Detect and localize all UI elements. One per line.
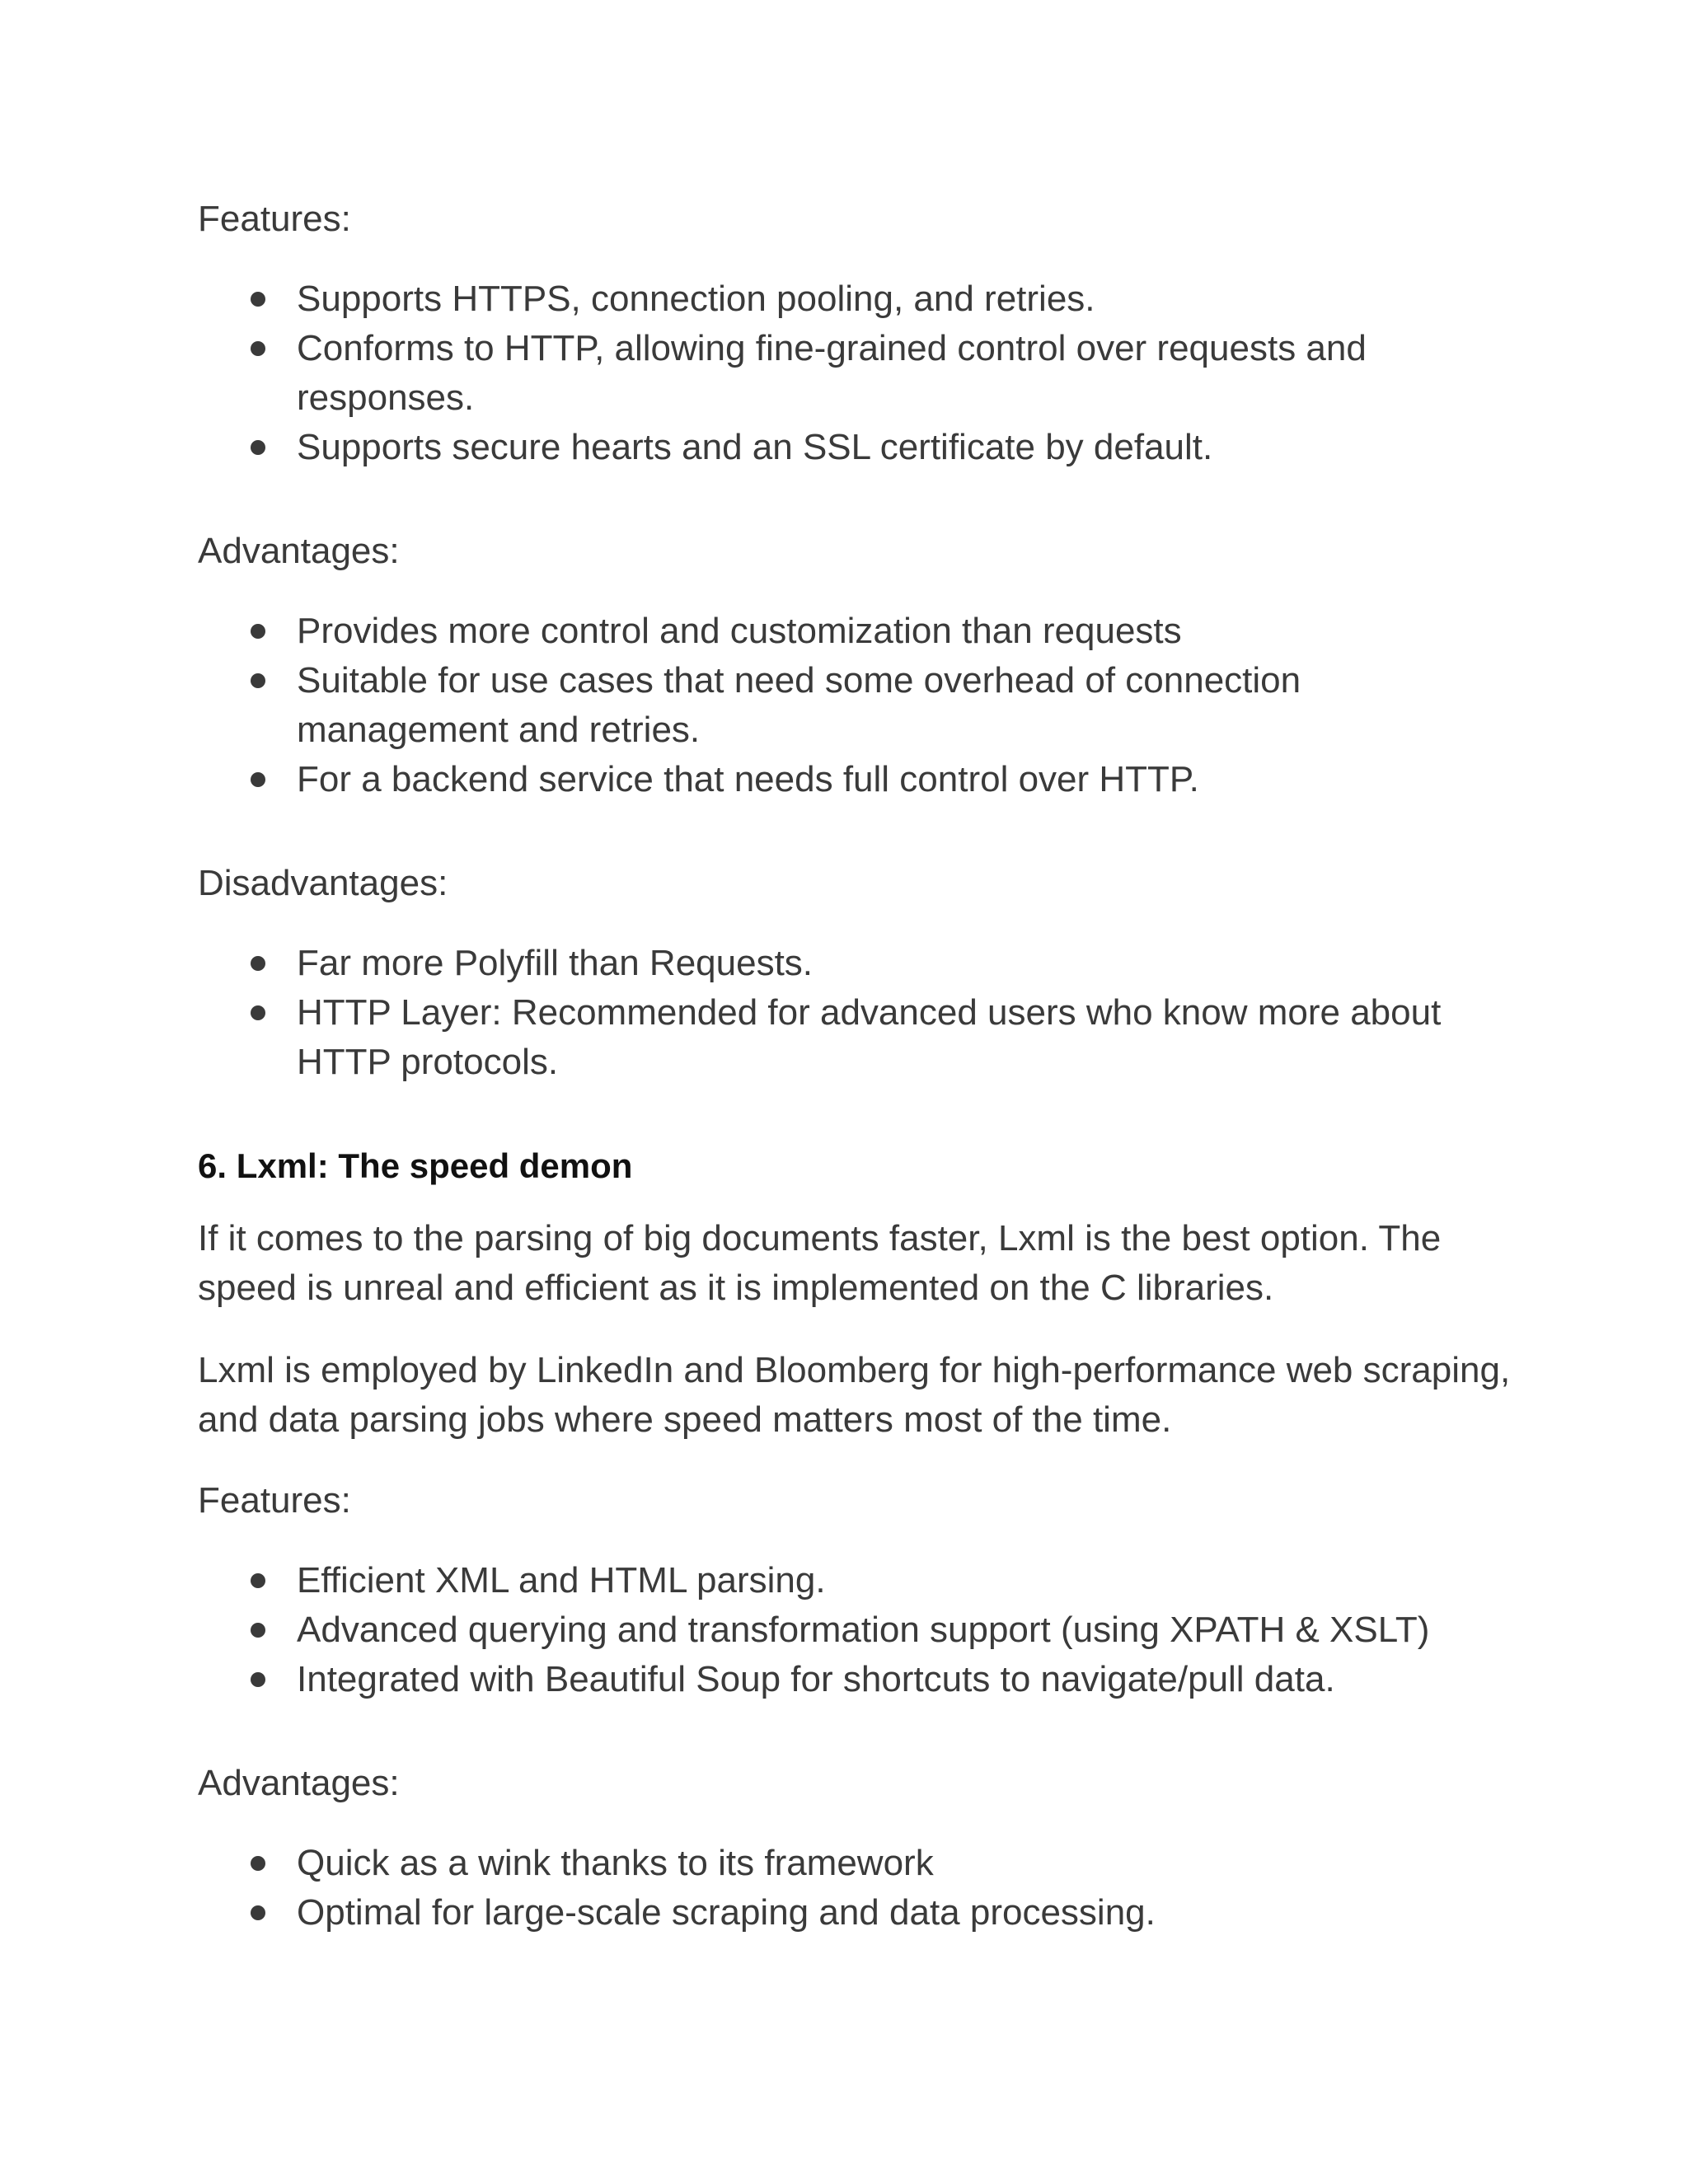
bullet-icon	[251, 292, 265, 307]
features-list	[198, 1556, 1517, 1704]
list-item	[198, 1605, 1517, 1655]
list-item	[198, 656, 1517, 755]
spacer	[198, 472, 1517, 527]
list-item-text: Advanced querying and transformation support (using XPATH & XSLT)	[297, 1610, 1430, 1650]
list-item	[198, 607, 1517, 656]
list-item	[198, 939, 1517, 988]
list-item-text: Integrated with Beautiful Soup for shortcuts to navigate/pull data.	[297, 1659, 1335, 1699]
list-item-text: Efficient XML and HTML parsing.	[297, 1560, 826, 1601]
advantages-list	[198, 607, 1517, 804]
paragraph: If it comes to the parsing of big documents faster, Lxml is the best option. The speed is unreal and efficient as it is implemented on the C libraries.	[198, 1218, 1442, 1308]
list-item	[198, 1556, 1517, 1605]
list-item	[198, 1655, 1517, 1704]
list-item	[198, 1888, 1517, 1938]
features-label: Features:	[198, 199, 351, 239]
list-item-text: Optimal for large-scale scraping and data processing.	[297, 1892, 1156, 1933]
bullet-icon	[251, 772, 265, 787]
list-item-text: HTTP Layer: Recommended for advanced users who know more about HTTP protocols.	[297, 992, 1442, 1082]
list-item-text: For a backend service that needs full control over HTTP.	[297, 759, 1199, 799]
disadvantages-label: Disadvantages:	[198, 863, 448, 903]
list-item-text: Supports secure hearts and an SSL certificate by default.	[297, 427, 1213, 467]
bullet-icon	[251, 341, 265, 356]
advantages-list	[198, 1839, 1517, 1938]
advantages-label: Advantages:	[198, 1763, 400, 1803]
bullet-icon	[251, 1672, 265, 1687]
spacer	[198, 1087, 1517, 1141]
list-item-text: Supports HTTPS, connection pooling, and retries.	[297, 279, 1095, 319]
section-heading: 6. Lxml: The speed demon	[198, 1146, 633, 1185]
bullet-icon	[251, 440, 265, 455]
list-item	[198, 423, 1517, 472]
features-label: Features:	[198, 1480, 351, 1521]
list-item	[198, 274, 1517, 324]
list-item-text: Suitable for use cases that need some overhead of connection management and retries.	[297, 660, 1301, 750]
document-content	[198, 194, 1517, 1938]
bullet-icon	[251, 1573, 265, 1588]
spacer	[198, 1704, 1517, 1759]
list-item-text: Far more Polyfill than Requests.	[297, 943, 814, 983]
list-item	[198, 1839, 1517, 1888]
bullet-icon	[251, 624, 265, 639]
list-item	[198, 988, 1517, 1087]
advantages-label: Advantages:	[198, 531, 400, 571]
list-item	[198, 755, 1517, 804]
list-item	[198, 324, 1517, 423]
spacer	[198, 804, 1517, 859]
paragraph: Lxml is employed by LinkedIn and Bloomberg for high-performance web scraping, and data parsing jobs where speed matters most of the time.	[198, 1350, 1511, 1440]
bullet-icon	[251, 1905, 265, 1920]
list-item-text: Conforms to HTTP, allowing fine-grained control over requests and responses.	[297, 328, 1367, 418]
features-list	[198, 274, 1517, 472]
bullet-icon	[251, 956, 265, 971]
list-item-text: Quick as a wink thanks to its framework	[297, 1843, 934, 1883]
list-item-text: Provides more control and customization than requests	[297, 611, 1182, 651]
bullet-icon	[251, 1005, 265, 1020]
bullet-icon	[251, 673, 265, 688]
disadvantages-list	[198, 939, 1517, 1087]
bullet-icon	[251, 1623, 265, 1638]
bullet-icon	[251, 1856, 265, 1871]
